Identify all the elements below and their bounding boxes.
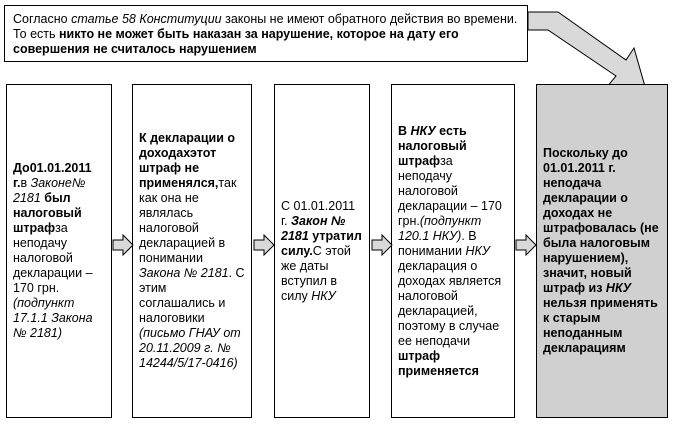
text-segment: НКУ	[465, 243, 490, 258]
right-arrow-icon	[112, 234, 134, 256]
declaration-not-penalized-box	[132, 84, 252, 418]
right-arrow-icon	[515, 234, 537, 256]
law-repealed-box	[274, 84, 370, 418]
before-2011-text	[13, 161, 105, 341]
text-segment: . В понимании	[398, 228, 477, 258]
text-segment: К декларации о доходах	[139, 131, 236, 160]
text-segment: Закон № 2181	[281, 213, 346, 243]
text-segment: декларация о доходах является налоговой декларацией, поэтому в случае ее неподачи	[398, 258, 502, 348]
text-segment: в	[20, 176, 31, 190]
text-segment: Законе	[30, 176, 72, 190]
text-segment: В	[398, 123, 411, 138]
text-segment: 01.01.2011 г.	[13, 161, 92, 190]
right-arrow-icon	[253, 234, 275, 256]
constitution-note-box	[4, 5, 528, 62]
text-segment: нельзя применять к старым неподанным декларациям	[543, 296, 658, 355]
text-segment: (подпункт 120.1 НКУ)	[398, 213, 482, 243]
text-segment: НКУ	[410, 123, 436, 138]
before-2011-box	[6, 84, 112, 418]
nku-penalty-box	[391, 84, 515, 418]
conclusion-text	[543, 146, 661, 356]
text-segment: никто не может быть наказан за нарушение, которое на дату его совершения не считалось нарушением	[13, 27, 459, 56]
text-segment: НКУ	[311, 288, 336, 303]
law-repealed-text	[281, 199, 363, 304]
text-segment: Закона № 2181	[139, 266, 229, 280]
constitution-note-text	[13, 12, 519, 57]
text-segment: штраф применяется	[398, 348, 479, 378]
text-segment: за неподачу налоговой декларации – 170 грн.	[398, 153, 502, 228]
text-segment: этот штраф не применялся,	[139, 146, 219, 190]
right-arrow-icon	[371, 234, 393, 256]
text-segment: статье 58 Конституции	[71, 12, 222, 26]
text-segment: Согласно	[13, 12, 72, 26]
text-segment: (письмо ГНАУ от 20.11.2009 г. № 14244/5/17-0416)	[139, 326, 241, 370]
text-segment: Поскольку до 01.01.2011 г. неподача декларации о доходах не штрафовалась (не была налоговым нарушением), значит, новый штраф из	[543, 146, 659, 295]
conclusion-box	[536, 84, 668, 418]
text-segment: так как она не являлась налоговой декларацией в понимании	[139, 176, 237, 265]
text-segment: С этой же даты вступил в силу	[281, 243, 351, 303]
text-segment: (подпункт 17.1.1 Закона № 2181)	[13, 296, 93, 340]
text-segment: за неподачу налоговой декларации – 170 грн.	[13, 221, 93, 295]
text-segment: утратил силу.	[281, 228, 362, 258]
nku-penalty-text	[398, 124, 508, 379]
text-segment: НКУ	[605, 281, 632, 295]
text-segment: был налоговый штраф	[13, 191, 82, 235]
text-segment: № 2181	[13, 176, 86, 205]
text-segment: С 01.01.2011 г.	[281, 198, 356, 228]
text-segment: есть налоговый штраф	[398, 123, 467, 168]
text-segment: До	[13, 161, 30, 175]
text-segment: законы не имеют обратного действия во времени. То есть	[13, 12, 518, 41]
declaration-not-penalized-text	[139, 131, 245, 371]
text-segment: . С этим соглашались и налоговики	[139, 266, 245, 325]
